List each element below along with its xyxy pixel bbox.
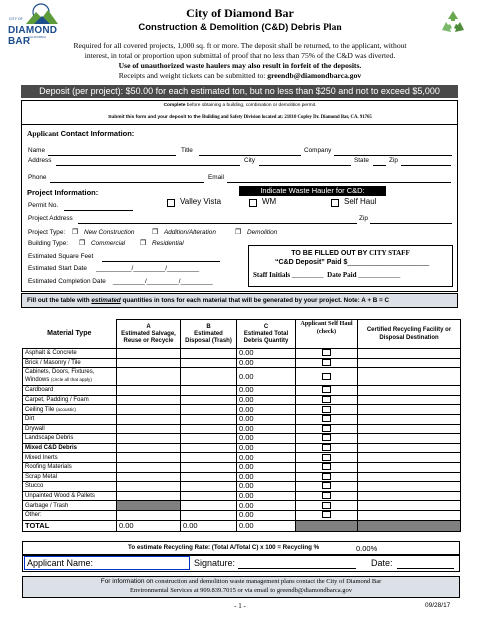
col-c-value: 0.00 [237, 462, 296, 472]
col-c-letter: C [263, 323, 269, 330]
project-type-new-label: New Construction [84, 229, 135, 236]
material-name-text: Roofing Materials [25, 464, 72, 471]
building-type-label: Building Type: [28, 240, 69, 247]
col-b-input[interactable] [181, 510, 237, 520]
self-haul-checkbox[interactable] [322, 454, 331, 461]
table-total-row [23, 520, 461, 531]
material-name-text: Other: [25, 512, 42, 519]
table-row [23, 501, 461, 511]
building-residential-label: Residential [152, 240, 184, 247]
col-b-input[interactable] [181, 405, 237, 415]
total-c: 0.00 [237, 520, 296, 531]
facility-input[interactable] [358, 349, 461, 359]
project-type-label: Project Type: [28, 229, 66, 236]
sqft-label: Estimated Square Feet [28, 253, 94, 260]
self-haul-checkbox[interactable] [322, 349, 331, 356]
notice-line-1 [0, 103, 480, 108]
self-haul-checkbox[interactable] [322, 425, 331, 432]
self-haul-cell [296, 414, 358, 424]
self-haul-cell [296, 482, 358, 492]
col-a-input[interactable] [117, 453, 181, 463]
col-c-value: 0.00 [237, 453, 296, 463]
facility-input[interactable] [358, 386, 461, 396]
material-name-text: Stucco [25, 483, 44, 490]
form-title-suffix: Plan [323, 23, 342, 33]
material-name [23, 443, 117, 453]
material-name-text: Landscape Debris [25, 435, 74, 442]
title-label: Title [181, 147, 193, 154]
self-haul-cell [296, 368, 358, 386]
col-a-input[interactable] [117, 434, 181, 444]
self-haul-cell [296, 386, 358, 396]
facility-input[interactable] [358, 491, 461, 501]
self-haul-cell [296, 434, 358, 444]
phone-field[interactable] [50, 182, 204, 183]
project-type-new-checkbox[interactable]: ❒ [72, 229, 79, 236]
self-haul-cell [296, 424, 358, 434]
intro-line-4 [20, 71, 460, 81]
table-row [23, 414, 461, 424]
self-haul-checkbox[interactable] [322, 502, 331, 509]
table-row [23, 472, 461, 482]
start-date-field[interactable]: __________/_________/_________ [96, 265, 200, 272]
footer-line-1a: For information on [100, 578, 154, 585]
material-name [23, 462, 117, 472]
self-haul-cell [296, 462, 358, 472]
self-haul-cell [296, 358, 358, 368]
self-haul-checkbox[interactable] [322, 373, 331, 380]
col-a-input[interactable] [117, 462, 181, 472]
intro-receipts: Receipts and weight tickets can be submitted to: [118, 71, 266, 80]
col-c-value: 0.00 [237, 395, 296, 405]
col-a-input[interactable] [117, 472, 181, 482]
col-c-value: 0.00 [237, 443, 296, 453]
staff-initials-row [253, 271, 400, 279]
signature-field[interactable] [238, 568, 356, 569]
email-label: Email [208, 174, 224, 181]
facility-input[interactable] [358, 358, 461, 368]
col-c-value: 0.00 [237, 349, 296, 359]
self-haul-cell [296, 395, 358, 405]
intro-line-3: Use of unauthorized waste haulers may also result in forfeit of the deposits. [118, 61, 362, 70]
material-note: (acoustic) [56, 406, 76, 412]
staff-initials-label: Staff Initials [253, 271, 291, 279]
col-a-input[interactable] [117, 501, 181, 511]
zip-field[interactable] [401, 165, 451, 166]
material-name [23, 424, 117, 434]
project-address-label: Project Address [28, 215, 73, 222]
col-b-input[interactable] [181, 434, 237, 444]
self-haul-checkbox[interactable] [322, 444, 331, 451]
total-b: 0.00 [181, 520, 237, 531]
facility-input[interactable] [358, 462, 461, 472]
notice-text-1: before obtaining a building, combination or demolition permit. [186, 103, 317, 108]
col-facility-header: Certified Recycling Facility or Disposal Destination [358, 320, 461, 349]
signature-label: Signature: [194, 558, 236, 568]
completion-date-label: Estimated Completion Date [28, 278, 106, 285]
table-row [23, 510, 461, 520]
logo-city-name: DIAMOND BAR [8, 25, 58, 47]
col-b-input[interactable] [181, 462, 237, 472]
material-name-text: Ceiling Tile [25, 406, 55, 413]
col-a-input[interactable] [117, 510, 181, 520]
self-haul-cell [296, 472, 358, 482]
table-row [23, 443, 461, 453]
table-row [23, 424, 461, 434]
material-name [23, 434, 117, 444]
city-field[interactable] [259, 165, 351, 166]
table-row [23, 386, 461, 396]
col-c-value: 0.00 [237, 491, 296, 501]
fill-text-b: quantities in tons for each material that will be generated by your project. [122, 297, 342, 304]
project-zip-label: Zip [359, 215, 368, 222]
col-a-input[interactable] [117, 424, 181, 434]
facility-input[interactable] [358, 405, 461, 415]
staff-deposit-field[interactable]: _____________________ [347, 259, 430, 266]
col-a-header [117, 320, 181, 349]
col-b-label: Estimated Disposal (Trash) [185, 330, 232, 344]
applicant-heading-b: Contact Information: [60, 129, 135, 138]
building-residential-checkbox[interactable]: ❒ [140, 240, 147, 247]
col-material-header: Material Type [23, 320, 117, 349]
material-name-text: Mixed Inerts [25, 454, 58, 461]
facility-input[interactable] [358, 414, 461, 424]
col-a-input[interactable] [117, 349, 181, 359]
table-row [23, 349, 461, 359]
materials-table [22, 319, 461, 532]
intro-line-2: interest, in total or proportion upon submittal of proof that no less than 75% of the C&D was diverted. [84, 51, 396, 60]
table-row [23, 395, 461, 405]
hauler-valley-vista-checkbox[interactable] [167, 199, 175, 207]
self-haul-checkbox[interactable] [322, 359, 331, 366]
intro-line-1: Required for all covered projects, 1,000 sq. ft or more. The deposit shall be returned, to the applicant, without [73, 41, 407, 50]
material-name [23, 453, 117, 463]
material-name [23, 368, 117, 386]
company-label: Company [304, 147, 332, 154]
col-c-value: 0.00 [237, 405, 296, 415]
building-commercial-checkbox[interactable]: ❒ [79, 240, 86, 247]
col-b-letter: B [206, 323, 211, 330]
name-label: Name [28, 147, 46, 154]
self-haul-cell [296, 405, 358, 415]
hauler-valley-vista-label: Valley Vista [180, 197, 222, 206]
col-c-value: 0.00 [237, 414, 296, 424]
facility-input[interactable] [358, 424, 461, 434]
col-c-value: 0.00 [237, 386, 296, 396]
intro-email[interactable]: greendb@diamondbarca.gov [267, 71, 362, 80]
completion-date-field[interactable]: _________/_________/_________ [113, 278, 213, 285]
material-name-text: Carpet, Padding / Foam [25, 397, 89, 404]
material-name-text: Unpainted Wood & Pallets [25, 493, 95, 500]
col-b-input[interactable] [181, 501, 237, 511]
col-a-letter: A [146, 323, 151, 330]
self-haul-checkbox[interactable] [322, 406, 331, 413]
facility-input[interactable] [358, 482, 461, 492]
col-c-label: Estimated Total Debris Quantity [243, 330, 289, 344]
deposit-bar: Deposit (per project): $50.00 for each estimated ton, but no less than $250 and not to exceed $5,000 [21, 85, 458, 98]
material-name-text: Asphalt & Concrete [25, 350, 77, 357]
logo-caption: CALIFORNIA [28, 35, 47, 39]
col-c-value: 0.00 [237, 358, 296, 368]
facility-input[interactable] [358, 368, 461, 386]
project-type-addition-label: Addition/Alteration [164, 229, 216, 236]
facility-input[interactable] [358, 395, 461, 405]
rate-label: To estimate Recycling Rate: (Total A/Total C) x 100 = Recycling % [128, 544, 320, 551]
facility-input[interactable] [358, 510, 461, 520]
col-c-value: 0.00 [237, 472, 296, 482]
table-row [23, 462, 461, 472]
self-haul-cell [296, 501, 358, 511]
col-a-input[interactable] [117, 414, 181, 424]
col-c-value: 0.00 [237, 368, 296, 386]
material-name [23, 358, 117, 368]
self-haul-cell [296, 443, 358, 453]
company-field[interactable] [334, 155, 452, 156]
notice-divider [21, 124, 458, 125]
self-haul-checkbox[interactable] [322, 473, 331, 480]
material-name-text: Scrap Metal [25, 473, 58, 480]
city-label: City [244, 157, 256, 164]
self-haul-checkbox[interactable] [322, 434, 331, 441]
material-name [23, 405, 117, 415]
project-zip-field[interactable] [370, 223, 452, 224]
col-a-input[interactable] [117, 443, 181, 453]
permit-field[interactable] [64, 210, 133, 211]
project-address-field[interactable] [78, 223, 357, 224]
col-c-value: 0.00 [237, 482, 296, 492]
col-b-input[interactable] [181, 358, 237, 368]
col-c-value: 0.00 [237, 510, 296, 520]
staff-title [248, 249, 453, 257]
email-field[interactable] [227, 182, 451, 183]
self-haul-checkbox[interactable] [322, 511, 331, 518]
permit-label: Permit No. [28, 202, 59, 209]
rate-value: 0.00% [356, 544, 378, 553]
col-c-value: 0.00 [237, 501, 296, 511]
applicant-heading [27, 129, 134, 138]
page-number: - 1 - [234, 602, 246, 610]
total-label: TOTAL [23, 520, 117, 531]
notice-line-2 [0, 115, 480, 120]
hauler-wm-checkbox[interactable] [249, 199, 257, 207]
material-name-text: Mixed C&D Debris [25, 445, 78, 452]
self-haul-checkbox[interactable] [322, 415, 331, 422]
material-name-text: Cardboard [25, 387, 54, 394]
fill-instructions-text [27, 297, 389, 304]
building-commercial-label: Commercial [91, 240, 126, 247]
table-row [23, 482, 461, 492]
material-note: (circle all that apply) [51, 377, 92, 383]
form-title-main: Construction & Demolition (C&D) Debris [138, 22, 321, 33]
start-date-label: Estimated Start Date [28, 265, 87, 272]
facility-input[interactable] [358, 443, 461, 453]
facility-input[interactable] [358, 453, 461, 463]
col-b-input[interactable] [181, 414, 237, 424]
material-name [23, 472, 117, 482]
col-a-input[interactable] [117, 491, 181, 501]
zip-label: Zip [389, 157, 398, 164]
material-name [23, 414, 117, 424]
material-name [23, 386, 117, 396]
form-title [0, 22, 480, 33]
col-b-input[interactable] [181, 395, 237, 405]
footer-line-1b: construction and demolition waste management plans contact the City of Diamond Bar [155, 578, 382, 585]
self-haul-cell [296, 510, 358, 520]
table-row [23, 453, 461, 463]
date-label: Date: [371, 558, 393, 568]
title-field[interactable] [199, 155, 301, 156]
col-b-input[interactable] [181, 453, 237, 463]
facility-input[interactable] [358, 434, 461, 444]
material-name [23, 491, 117, 501]
phone-label: Phone [28, 174, 47, 181]
intro-text [20, 41, 460, 81]
staff-date-paid-label: Date Paid [327, 271, 357, 279]
hauler-header: Indicate Waste Hauler for C&D: [239, 186, 386, 196]
col-b-input[interactable] [181, 368, 237, 386]
staff-title-b: CITY STAFF [369, 249, 410, 257]
notice-bold-1: Complete [163, 103, 186, 108]
facility-input[interactable] [358, 501, 461, 511]
self-haul-checkbox[interactable] [322, 482, 331, 489]
col-self-header: Applicant Self Haul (check) [296, 320, 358, 349]
staff-deposit [275, 259, 429, 266]
self-haul-cell [296, 453, 358, 463]
name-field[interactable] [48, 155, 176, 156]
project-type-demolition-checkbox[interactable]: ❒ [235, 229, 242, 236]
sqft-field[interactable] [102, 261, 220, 262]
table-row [23, 405, 461, 415]
col-b-input[interactable] [181, 443, 237, 453]
fill-note: Note: A + B = C [343, 297, 390, 304]
staff-initials-field[interactable]: _________ [291, 271, 324, 279]
col-b-input[interactable] [181, 482, 237, 492]
material-name-text: Cabinets, Doors, Fixtures, Windows [25, 369, 95, 384]
col-b-input[interactable] [181, 491, 237, 501]
total-self-haul-empty [296, 520, 358, 531]
col-c-header [237, 320, 296, 349]
col-b-input[interactable] [181, 424, 237, 434]
table-header-row [23, 320, 461, 349]
col-a-label: Estimated Salvage, Reuse or Recycle [121, 330, 176, 344]
material-name [23, 395, 117, 405]
state-label: State [354, 157, 369, 164]
col-c-value: 0.00 [237, 434, 296, 444]
self-haul-checkbox[interactable] [322, 463, 331, 470]
material-name [23, 510, 117, 520]
col-a-input[interactable] [117, 395, 181, 405]
hauler-self-haul-checkbox[interactable] [331, 199, 339, 207]
material-name [23, 482, 117, 492]
notice-text-2: Building and Safety Division located at: 21810 Copley Dr. Diamond Bar, CA. 91765 [202, 115, 372, 120]
col-a-input[interactable] [117, 358, 181, 368]
col-b-header [181, 320, 237, 349]
city-heading: City of Diamond Bar [186, 6, 294, 20]
state-field[interactable] [373, 165, 386, 166]
self-haul-checkbox[interactable] [322, 396, 331, 403]
applicant-heading-a: Applicant [27, 129, 59, 138]
material-name-text: Garbage / Trash [25, 502, 69, 509]
self-haul-cell [296, 491, 358, 501]
notice-bold-2: Submit this form and your deposit to the [108, 115, 201, 120]
revision-date: 09/28/17 [425, 602, 451, 609]
fill-text-em: estimated [91, 297, 121, 304]
col-a-input[interactable] [117, 482, 181, 492]
material-name [23, 501, 117, 511]
staff-title-a: TO BE FILLED OUT BY [291, 250, 368, 257]
logo-seal-text: CITY OF [9, 17, 23, 21]
total-facility-empty [358, 520, 461, 531]
table-row [23, 358, 461, 368]
col-b-input[interactable] [181, 472, 237, 482]
col-c-value: 0.00 [237, 424, 296, 434]
material-name-text: Brick / Masonry / Tile [25, 359, 81, 366]
hauler-wm-label: WM [262, 197, 277, 206]
applicant-name-label: Applicant Name: [27, 558, 94, 568]
footer-line-1 [22, 578, 460, 585]
self-haul-checkbox[interactable] [322, 492, 331, 499]
project-heading: Project Information: [27, 188, 99, 197]
material-name [23, 349, 117, 359]
table-row [23, 368, 461, 386]
project-type-addition-checkbox[interactable]: ❒ [152, 229, 159, 236]
col-b-input[interactable] [181, 386, 237, 396]
total-a: 0.00 [117, 520, 181, 531]
col-b-input[interactable] [181, 349, 237, 359]
material-name-text: Drywall [25, 425, 45, 432]
footer-line-2: Environmental Services at 909.839.7015 or via email to greendb@diamondbarca.gov [129, 587, 353, 594]
table-row [23, 434, 461, 444]
col-a-input[interactable] [117, 386, 181, 396]
col-a-input[interactable] [117, 368, 181, 386]
fill-text-a: Fill out the table with [27, 297, 90, 304]
hauler-self-haul-label: Self Haul [344, 197, 377, 206]
address-label: Address [28, 157, 52, 164]
materials-table-body [23, 349, 461, 532]
staff-deposit-label: “C&D Deposit” Paid $ [275, 259, 348, 266]
material-name-text: Dirt [25, 416, 35, 423]
staff-date-paid-field[interactable]: ____________ [358, 271, 401, 279]
self-haul-cell [296, 349, 358, 359]
project-type-demolition-label: Demolition [247, 229, 278, 236]
table-row [23, 491, 461, 501]
date-field[interactable] [397, 568, 454, 569]
col-a-input[interactable] [117, 405, 181, 415]
self-haul-checkbox[interactable] [322, 386, 331, 393]
address-field[interactable] [56, 165, 240, 166]
facility-input[interactable] [358, 472, 461, 482]
